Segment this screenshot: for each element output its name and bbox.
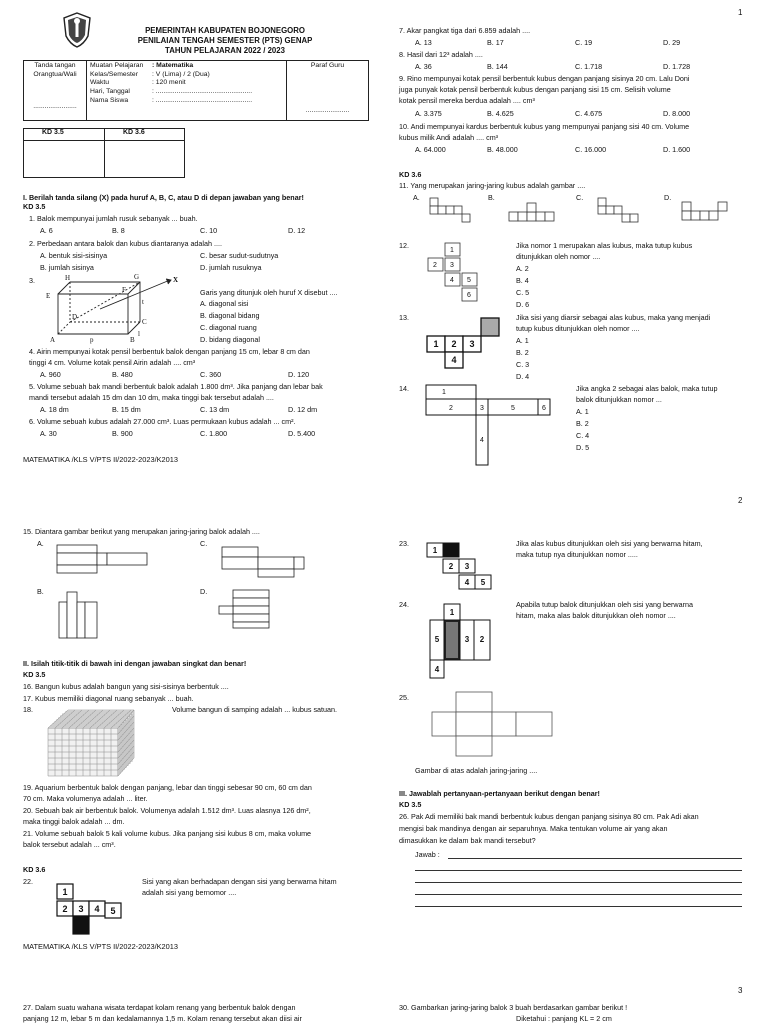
option-label[interactable]: A. — [413, 193, 420, 202]
question-2: 2. Perbedaan antara balok dan kubus diantaranya adalah .... — [29, 239, 223, 248]
header-line-2: PENILAIAN TENGAH SEMESTER (PTS) GENAP — [137, 36, 313, 46]
face-number: 5 — [480, 578, 486, 587]
option[interactable]: A. 36 — [415, 62, 432, 71]
option[interactable]: C. 360 — [200, 370, 222, 379]
question-24-line-2: hitam, maka alas balok ditunjukkan oleh nomor .... — [516, 611, 676, 620]
option-label[interactable]: B. — [37, 587, 44, 596]
vertex-label: H — [65, 274, 71, 282]
vertex-label: F — [122, 286, 126, 294]
option[interactable]: A. 960 — [40, 370, 61, 379]
face-number: 5 — [110, 906, 116, 916]
footer: MATEMATIKA /KLS V/PTS II/2022-2023/K2013 — [23, 942, 179, 951]
option[interactable]: D. 29 — [663, 38, 681, 47]
option[interactable]: C. 1.800 — [200, 429, 228, 438]
question-11: 11. Yang merupakan jaring-jaring kubus adalah gambar .... — [399, 181, 586, 190]
option[interactable]: D. 8.000 — [663, 109, 691, 118]
question-5-line-1: 5. Volume sebuah bak mandi berbentuk balok adalah 1.800 dm³. Jika panjang dan lebar bak — [29, 382, 323, 391]
section-1-instruction: I. Berilah tanda silang (X) pada huruf A, B, C, atau D di depan jawaban yang benar! — [23, 193, 304, 202]
option[interactable]: D. 4 — [516, 372, 530, 381]
question-12-line-2: ditunjukkan oleh nomor .... — [516, 252, 601, 261]
face-number: 3 — [464, 562, 470, 571]
face-number: 6 — [467, 292, 471, 299]
time-value: : 120 menit — [152, 79, 186, 87]
option[interactable]: B. 8 — [112, 226, 125, 235]
option[interactable]: C. 4.675 — [575, 109, 603, 118]
face-number: 1 — [449, 608, 455, 617]
question-10-line-2: kubus milik Andi adalah .... cm³ — [399, 133, 499, 142]
question-14-line-1: Jika angka 2 sebagai alas balok, maka tutup — [576, 384, 718, 393]
question-9-line-2: juga punyak kotak pensil berbentuk kubus dengan panjang sisi 15 cm. Selisih volume — [399, 85, 671, 94]
question-19-line-1: 19. Aquarium berbentuk balok dengan panjang, lebar dan tinggi sebesar 90 cm, 60 cm dan — [23, 783, 312, 792]
question-27-line-2: panjang 12 m, lebar 5 m dan kedalamannya 1,5 m. Kolam renang tersebut akan diisi air — [23, 1014, 302, 1023]
face-number: 4 — [434, 665, 440, 674]
vertex-label: D — [72, 313, 78, 321]
question-13-line-1: Jika sisi yang diarsir sebagai alas kubus, maka yang menjadi — [516, 313, 711, 322]
question-17: 17. Kubus memiliki diagonal ruang sebanyak ... buah. — [23, 694, 194, 703]
vertex-label: A — [50, 336, 56, 344]
face-number: 3 — [469, 339, 475, 349]
option[interactable]: D. 12 dm — [288, 405, 318, 414]
page-number: 2 — [738, 496, 743, 505]
footer: MATEMATIKA /KLS V/PTS II/2022-2023/K2013 — [23, 455, 179, 464]
face-number: 1 — [433, 339, 439, 349]
option[interactable]: B. 2 — [576, 419, 589, 428]
option[interactable]: B. 17 — [487, 38, 504, 47]
option[interactable]: D. 6 — [516, 300, 530, 309]
option-label[interactable]: D. — [664, 193, 672, 202]
question-9-line-1: 9. Rino mempunyai kotak pensil berbentuk kubus dengan panjang sisinya 20 cm. Lalu Doni — [399, 74, 690, 83]
face-number: 2 — [449, 405, 453, 412]
option[interactable]: D. 1.600 — [663, 145, 691, 154]
option[interactable]: D. 5 — [576, 443, 590, 452]
question-25: Gambar di atas adalah jaring-jaring .... — [415, 766, 538, 775]
option[interactable]: C. 16.000 — [575, 145, 607, 154]
question-23-line-1: Jika alas kubus ditunjukkan oleh sisi yang berwarna hitam, — [516, 539, 703, 548]
signature-label-2: Orangtua/Wali — [33, 70, 77, 78]
question-22-number: 22. — [23, 877, 33, 886]
option[interactable]: B. 144 — [487, 62, 508, 71]
option[interactable]: B. 15 dm — [112, 405, 141, 414]
option[interactable]: B. 4 — [516, 276, 529, 285]
option[interactable]: B. 48.000 — [487, 145, 518, 154]
option[interactable]: A. 1 — [516, 336, 529, 345]
question-23-number: 23. — [399, 539, 409, 548]
header-line-3: TAHUN PELAJARAN 2022 / 2023 — [165, 46, 285, 56]
option[interactable]: A. 6 — [40, 226, 53, 235]
x-pointer-label: X — [173, 276, 179, 284]
option[interactable]: C. besar sudut-sudutnya — [200, 251, 279, 260]
question-12-line-1: Jika nomor 1 merupakan alas kubus, maka tutup kubus — [516, 241, 693, 250]
face-number: 2 — [479, 635, 485, 644]
face-number: 4 — [464, 578, 470, 587]
kd-35-label: KD 3.5 — [23, 202, 46, 211]
option[interactable]: A. 30 — [40, 429, 57, 438]
question-27-line-1: 27. Dalam suatu wahana wisata terdapat kolam renang yang berbentuk balok dengan — [23, 1003, 296, 1012]
face-number: 1 — [62, 887, 68, 897]
option[interactable]: B. 4.625 — [487, 109, 514, 118]
face-number: 2 — [448, 562, 454, 571]
vertex-label: C — [142, 318, 147, 326]
page-number: 3 — [738, 986, 743, 995]
name-field[interactable]: : ................................................... — [152, 96, 253, 104]
kd-36-header: KD 3.6 — [105, 129, 184, 141]
option[interactable]: D. 12 — [288, 226, 306, 235]
face-number: 4 — [451, 355, 457, 365]
option[interactable]: D. 120 — [288, 370, 310, 379]
option[interactable]: B. 900 — [112, 429, 133, 438]
question-24-line-1: Apabila tutup balok ditunjukkan oleh sisi yang berwarna — [516, 600, 694, 609]
option[interactable]: C. 3 — [516, 360, 530, 369]
kd-35-label: KD 3.5 — [23, 670, 46, 679]
face-number: 2 — [451, 339, 457, 349]
face-number: 2 — [62, 904, 68, 914]
face-number: 6 — [542, 405, 546, 412]
option-label[interactable]: C. — [200, 539, 208, 548]
question-20-line-1: 20. Sebuah bak air berbentuk balok. Volumenya adalah 1.512 dm³. Luas alasnya 126 dm², — [23, 806, 311, 815]
question-9-line-3: kotak pensil mereka berdua adalah .... cm³ — [399, 96, 535, 105]
signature-label: Tanda tangan — [34, 62, 76, 69]
kd-36-label: KD 3.6 — [399, 170, 422, 179]
question-24-number: 24. — [399, 600, 409, 609]
option[interactable]: C. 5 — [516, 288, 530, 297]
option[interactable]: D. 1.728 — [663, 62, 691, 71]
question-26-line-1: 26. Pak Adi memiliki bak mandi berbentuk kubus dengan panjang sisinya 80 cm. Pak Adi akan — [399, 812, 699, 821]
face-number: 1 — [432, 546, 438, 555]
question-6: 6. Volume sebuah kubus adalah 27.000 cm³. Luas permukaan kubus adalah ... cm². — [29, 417, 296, 426]
option[interactable]: C. 19 — [575, 38, 593, 47]
option[interactable]: D. bidang diagonal — [200, 335, 260, 344]
question-5-line-2: mandi tersebut adalah 15 dm dan 10 dm, maka tinggi bak tersebut adalah .... — [29, 393, 274, 402]
option[interactable]: C. 13 dm — [200, 405, 230, 414]
option[interactable]: B. 2 — [516, 348, 529, 357]
option[interactable]: A. 3.375 — [415, 109, 442, 118]
option-label[interactable]: B. — [488, 193, 495, 202]
option[interactable]: A. diagonal sisi — [200, 299, 249, 308]
teacher-initial-label: Paraf Guru — [310, 62, 345, 69]
question-30-given: Diketahui : panjang KL = 2 cm — [516, 1014, 612, 1023]
header-line-1: PEMERINTAH KABUPATEN BOJONEGORO — [145, 26, 305, 35]
face-number: 4 — [94, 904, 100, 914]
edge-label: l — [138, 330, 140, 338]
face-number: 2 — [433, 262, 437, 269]
face-number: 3 — [78, 904, 84, 914]
face-number: 1 — [450, 247, 454, 254]
kd-35-header: KD 3.5 — [24, 129, 104, 141]
option[interactable]: A. 1 — [576, 407, 589, 416]
class-value: : V (Lima) / 2 (Dua) — [152, 70, 210, 78]
face-number: 3 — [480, 405, 484, 412]
question-14-line-2: balok ditunjukkan nomor ... — [576, 395, 662, 404]
subject-value: : Matematika — [152, 62, 194, 69]
question-13-line-2: tutup kubus ditunjukkan oleh nomor .... — [516, 324, 640, 333]
edge-label: t — [142, 298, 144, 306]
question-12-number: 12. — [399, 241, 409, 250]
kd-36-label: KD 3.6 — [23, 865, 46, 874]
question-1: 1. Balok mempunyai jumlah rusuk sebanyak ... buah. — [29, 214, 198, 223]
option[interactable]: A. 18 dm — [40, 405, 69, 414]
page-number: 1 — [738, 8, 743, 17]
option-label[interactable]: C. — [576, 193, 584, 202]
option[interactable]: A. 64.000 — [415, 145, 446, 154]
question-26-line-3: dimasukkan ke dalam bak mandi tersebut? — [399, 836, 536, 845]
option[interactable]: B. 480 — [112, 370, 133, 379]
question-16: 16. Bangun kubus adalah bangun yang sisi-sisinya berbentuk .... — [23, 682, 229, 691]
date-label: Hari, Tanggal — [90, 88, 130, 96]
option[interactable]: B. jumlah sisinya — [40, 263, 94, 272]
question-20-line-2: maka tinggi balok adalah ... dm. — [23, 817, 125, 826]
answer-label: Jawab : — [415, 850, 440, 859]
parent-signature-field[interactable]: ....................... — [33, 103, 77, 111]
face-number: 5 — [467, 277, 471, 284]
option[interactable]: A. 13 — [415, 38, 432, 47]
option[interactable]: A. 2 — [516, 264, 529, 273]
face-number: 5 — [434, 635, 440, 644]
vertex-label: B — [130, 336, 135, 344]
option[interactable]: D. jumlah rusuknya — [200, 263, 262, 272]
option[interactable]: A. bentuk sisi-sisinya — [40, 251, 108, 260]
question-7: 7. Akar pangkat tiga dari 6.859 adalah .... — [399, 26, 531, 35]
option[interactable]: C. 4 — [576, 431, 590, 440]
vertex-label: E — [46, 292, 51, 300]
question-13-number: 13. — [399, 313, 409, 322]
kd-35-label: KD 3.5 — [399, 800, 422, 809]
face-number: 1 — [442, 389, 446, 396]
face-number: 4 — [480, 437, 484, 444]
question-3: Garis yang ditunjuk oleh huruf X disebut .... — [200, 288, 338, 297]
question-10-line-1: 10. Andi mempunyai kardus berbentuk kubus yang mempunyai panjang sisi 40 cm. Volume — [399, 122, 690, 131]
face-number: 3 — [450, 262, 454, 269]
question-18-number: 18. — [23, 705, 33, 714]
question-18: Volume bangun di samping adalah ... kubus satuan. — [172, 705, 338, 714]
question-4-line-1: 4. Airin mempunyai kotak pensil berbentuk balok dengan panjang 15 cm, lebar 8 cm dan — [29, 347, 310, 356]
question-19-line-2: 70 cm. Maka volumenya adalah ... liter. — [23, 794, 148, 803]
question-15: 15. Diantara gambar berikut yang merupakan jaring-jaring balok adalah .... — [23, 527, 260, 536]
question-22-line-2: adalah sisi yang bernomor .... — [142, 888, 237, 897]
question-21-line-1: 21. Volume sebuah balok 5 kali volume kubus. Jika panjang sisi kubus 8 cm, maka volume — [23, 829, 312, 838]
face-number: 5 — [511, 405, 515, 412]
edge-label: p — [90, 336, 94, 344]
question-22-line-1: Sisi yang akan berhadapan dengan sisi yang berwarna hitam — [142, 877, 337, 886]
name-label: Nama Siswa — [90, 96, 129, 104]
option[interactable]: C. 1.718 — [575, 62, 603, 71]
question-4-line-2: tinggi 4 cm. Volume kotak pensil Airin adalah .... cm³ — [29, 358, 196, 367]
option[interactable]: B. diagonal bidang — [200, 311, 260, 320]
question-25-number: 25. — [399, 693, 409, 702]
option-label[interactable]: A. — [37, 539, 44, 548]
class-label: Kelas/Semester — [90, 70, 138, 78]
time-label: Waktu — [90, 79, 110, 87]
subject-label: Muatan Pelajaran — [90, 62, 144, 69]
section-3-instruction: III. Jawablah pertanyaan-pertanyaan berikut dengan benar! — [399, 789, 600, 798]
question-30: 30. Gambarkan jaring-jaring balok 3 buah berdasarkan gambar berikut ! — [399, 1003, 628, 1012]
date-field[interactable]: : ................................................... — [152, 88, 253, 96]
option[interactable]: C. diagonal ruang — [200, 323, 257, 332]
question-3-number: 3. — [29, 276, 35, 285]
question-14-number: 14. — [399, 384, 409, 393]
question-26-line-2: mengisi bak mandinya dengan air separuhnya. Maka tentukan volume air yang akan — [399, 824, 668, 833]
question-21-line-2: balok tersebut adalah ... cm³. — [23, 840, 116, 849]
section-2-instruction: II. Isilah titik-titik di bawah ini dengan jawaban singkat dan benar! — [23, 659, 247, 668]
option[interactable]: C. 10 — [200, 226, 218, 235]
option-label[interactable]: D. — [200, 587, 208, 596]
face-number: 4 — [450, 277, 454, 284]
question-8: 8. Hasil dari 12³ adalah .... — [399, 50, 483, 59]
teacher-initial-field[interactable]: ....................... — [305, 106, 350, 114]
face-number: 3 — [464, 635, 470, 644]
question-23-line-2: maka tutup nya ditunjukkan nomor ..... — [516, 550, 638, 559]
option[interactable]: D. 5.400 — [288, 429, 316, 438]
vertex-label: G — [134, 273, 140, 281]
